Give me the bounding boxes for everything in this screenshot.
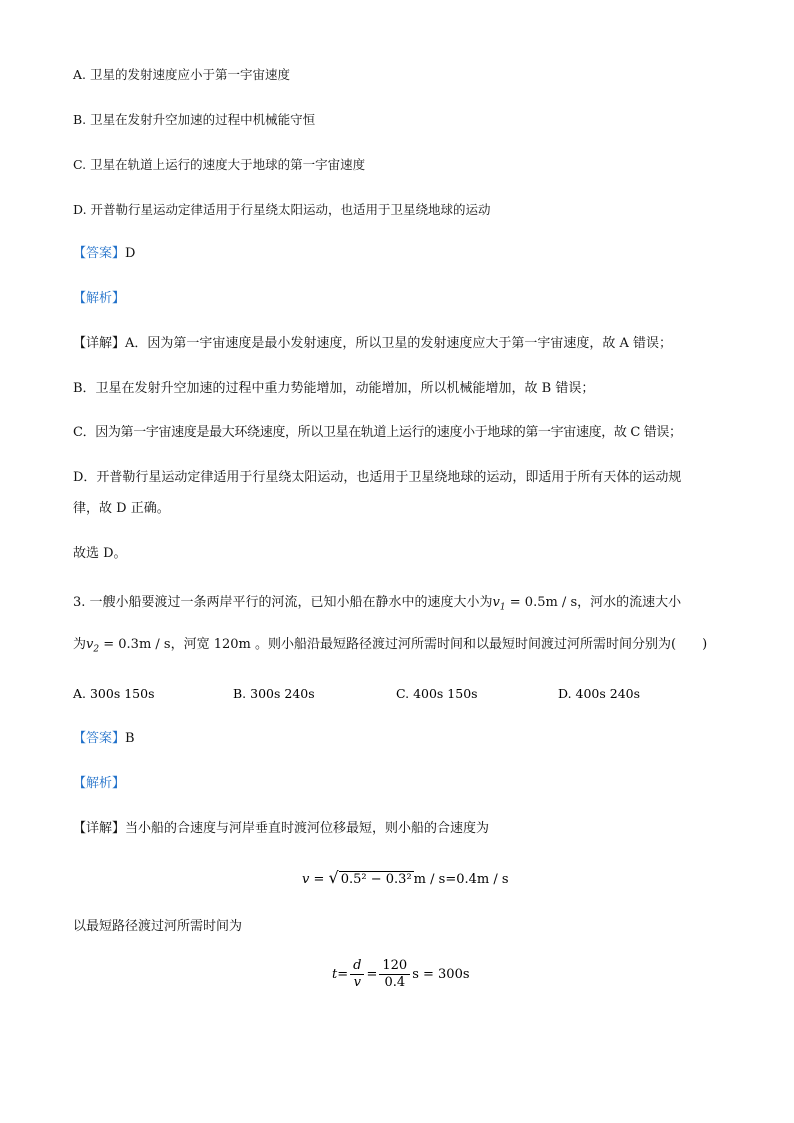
detail-tag: 【详解】: [73, 821, 126, 836]
fraction-d-over-v: [350, 958, 364, 991]
q2-detail-d: D．开普勒行星运动定律适用于行星绕太阳运动，也适用于卫星绕地球的运动，即适用于所有天体的运动规: [73, 470, 682, 485]
denominator: v: [353, 975, 361, 990]
detail-text-a: A．因为第一宇宙速度是最小发射速度，所以卫星的发射速度应大于第一宇宙速度，故 A 错误；: [125, 336, 673, 351]
q2-option-d: D. 开普勒行星运动定律适用于行星绕太阳运动，也适用于卫星绕地球的运动: [73, 202, 491, 217]
v2-symbol: $v_2$: [86, 637, 100, 655]
q3-choice-d: D. 400s 240s: [558, 686, 641, 701]
analysis-tag: 【解析】: [73, 291, 126, 306]
answer-tag: 【答案】: [73, 731, 126, 746]
denominator: 0.4: [384, 975, 406, 990]
q2-option-c: C. 卫星在轨道上运行的速度大于地球的第一宇宙速度: [73, 157, 366, 172]
q3-answer-value: B: [125, 731, 135, 746]
answer-tag: 【答案】: [73, 246, 126, 261]
q3-choice-c: C. 400s 150s: [396, 686, 478, 701]
eq-equals: =: [366, 967, 378, 982]
answer-paren-close: ): [702, 637, 708, 652]
eq-equals: =: [309, 872, 329, 887]
q2-analysis-tag: [73, 290, 125, 308]
radicand: 0.5² − 0.3²: [340, 872, 412, 887]
q3-stem-line2: [73, 636, 707, 659]
eq-t-symbol: t: [332, 967, 338, 982]
sqrt-expression: √ 0.5² − 0.3²: [328, 868, 412, 887]
q3-detail: [73, 820, 489, 838]
q2-detail-b: B．卫星在发射升空加速的过程中重力势能增加，动能增加，所以机械能增加，故 B 错误；: [73, 381, 595, 396]
q3-stem-text-4: ，河宽 120m 。则小船沿最短路径渡过河所需时间和以最短时间渡过河所需时间分别为(: [170, 637, 677, 652]
eq-equals: =: [337, 967, 349, 982]
eq-result: m / s=0.4m / s: [413, 872, 509, 887]
detail-text: 当小船的合速度与河岸垂直时渡河位移最短，则小船的合速度为: [125, 821, 490, 836]
q3-stem-text-3: 为: [73, 637, 87, 652]
q3-time-text: 以最短路径渡过河所需时间为: [73, 919, 243, 934]
v1-value: = 0.5m / s: [505, 595, 578, 610]
q3-answer-line: [73, 730, 135, 748]
q2-detail-d-cont: 律，故 D 正确。: [73, 501, 170, 516]
q3-stem-text-2: ，河水的流速大小: [577, 595, 682, 610]
q2-answer-value: D: [125, 246, 136, 261]
eq-result: s = 300s: [412, 967, 470, 982]
q3-choice-b: B. 300s 240s: [233, 686, 315, 701]
q2-conclusion: 故选 D。: [73, 546, 127, 561]
velocity-equation: [302, 868, 509, 887]
q3-stem-text: 3. 一艘小船要渡过一条两岸平行的河流，已知小船在静水中的速度大小为: [73, 595, 493, 610]
v1-symbol: $v_1$: [492, 595, 506, 613]
numerator: d: [350, 958, 364, 975]
q3-analysis-tag: [73, 775, 125, 793]
q2-detail-c: C．因为第一宇宙速度是最大环绕速度，所以卫星在轨道上运行的速度小于地球的第一宇宙速度，故 C 错误；: [73, 425, 682, 440]
q3-choice-a: A. 300s 150s: [73, 686, 155, 701]
q3-stem-line1: [73, 594, 681, 617]
analysis-tag: 【解析】: [73, 776, 126, 791]
time-equation: [332, 958, 470, 991]
detail-tag: 【详解】: [73, 336, 126, 351]
q2-option-a: A. 卫星的发射速度应小于第一宇宙速度: [73, 67, 290, 82]
q2-answer-line: [73, 245, 135, 263]
fraction-120-over-0.4: [379, 958, 410, 991]
v2-value: = 0.3m / s: [99, 637, 171, 652]
numerator: 120: [379, 958, 410, 975]
q2-option-b: B. 卫星在发射升空加速的过程中机械能守恒: [73, 112, 316, 127]
q2-detail-a: [73, 335, 672, 353]
eq-v-symbol: v: [302, 872, 310, 887]
